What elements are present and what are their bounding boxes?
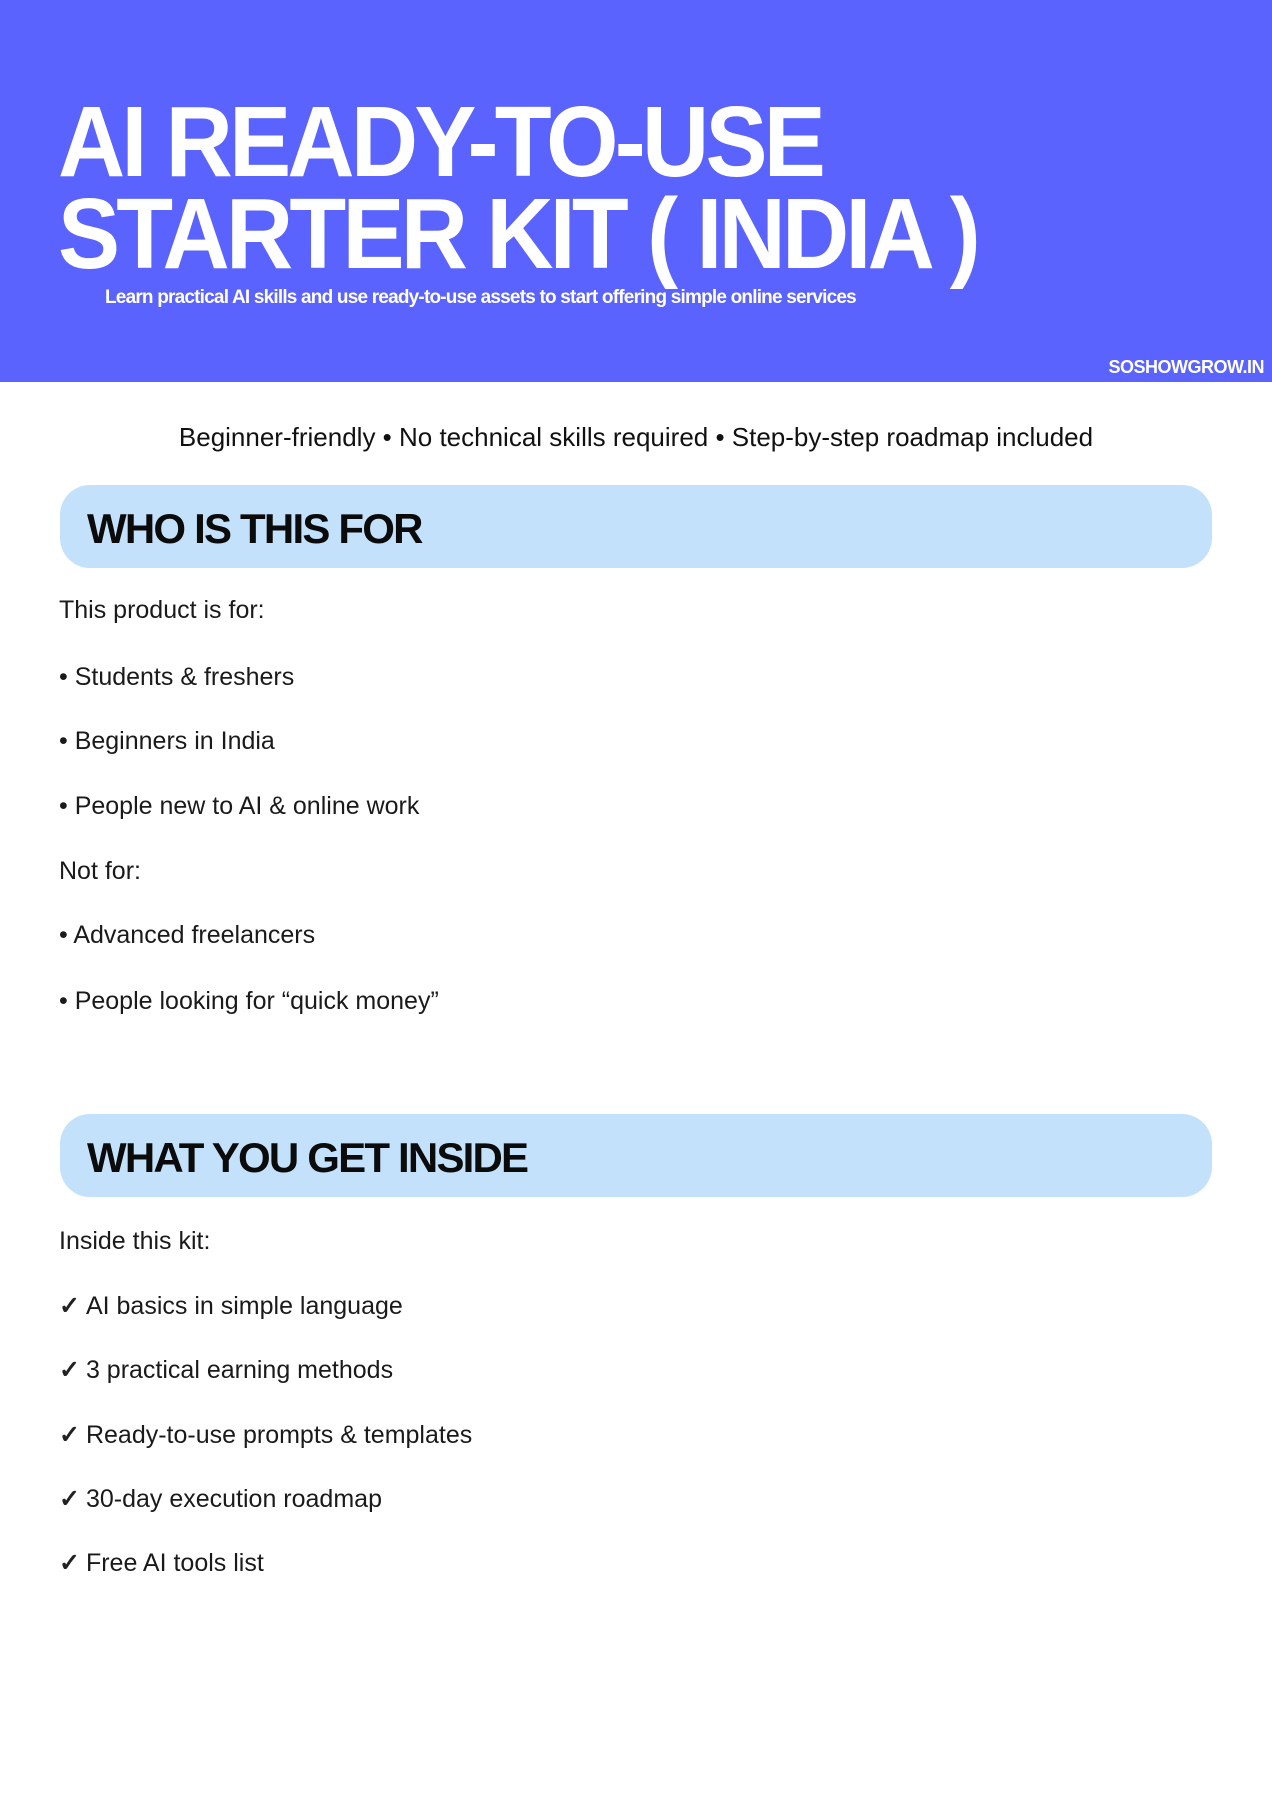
list-item [59, 1548, 264, 1578]
page-title [58, 86, 977, 290]
list-item: • People looking for “quick money” [59, 987, 439, 1015]
section-header-inside [60, 1114, 1212, 1197]
list-item: • People new to AI & online work [59, 792, 420, 820]
list-item [59, 1420, 472, 1450]
list-item: • Beginners in India [59, 727, 275, 755]
who-intro: This product is for: [59, 596, 265, 624]
title-line-1: AI READY-TO-USE [58, 86, 823, 198]
list-item: • Students & freshers [59, 663, 295, 691]
site-label: SOSHOWGROW.IN [1108, 357, 1264, 377]
item-label: AI basics in simple language [85, 1292, 403, 1320]
header-banner [0, 0, 1272, 382]
item-label: 3 practical earning methods [85, 1356, 394, 1384]
item-label: Ready-to-use prompts & templates [85, 1421, 473, 1449]
list-item [59, 1484, 382, 1514]
title-line-2: STARTER KIT ( INDIA ) [58, 178, 977, 290]
section-heading: WHO IS THIS FOR [87, 505, 422, 552]
subtitle: Learn practical AI skills and use ready-to-use assets to start offering simple online services [105, 287, 856, 308]
check-icon: ✓ [59, 1292, 80, 1320]
section-header-who [60, 485, 1212, 568]
section-heading: WHAT YOU GET INSIDE [87, 1134, 528, 1181]
check-icon: ✓ [59, 1485, 80, 1513]
not-for-label: Not for: [59, 857, 141, 885]
inside-intro: Inside this kit: [59, 1227, 211, 1255]
list-item [59, 1291, 403, 1321]
list-item [59, 1355, 393, 1385]
tagline: Beginner-friendly • No technical skills required • Step-by-step roadmap included [178, 422, 1094, 452]
item-label: 30-day execution roadmap [85, 1485, 382, 1513]
check-icon: ✓ [59, 1549, 80, 1577]
check-icon: ✓ [59, 1356, 80, 1384]
item-label: Free AI tools list [85, 1549, 264, 1577]
check-icon: ✓ [59, 1421, 80, 1449]
list-item: • Advanced freelancers [59, 921, 316, 949]
